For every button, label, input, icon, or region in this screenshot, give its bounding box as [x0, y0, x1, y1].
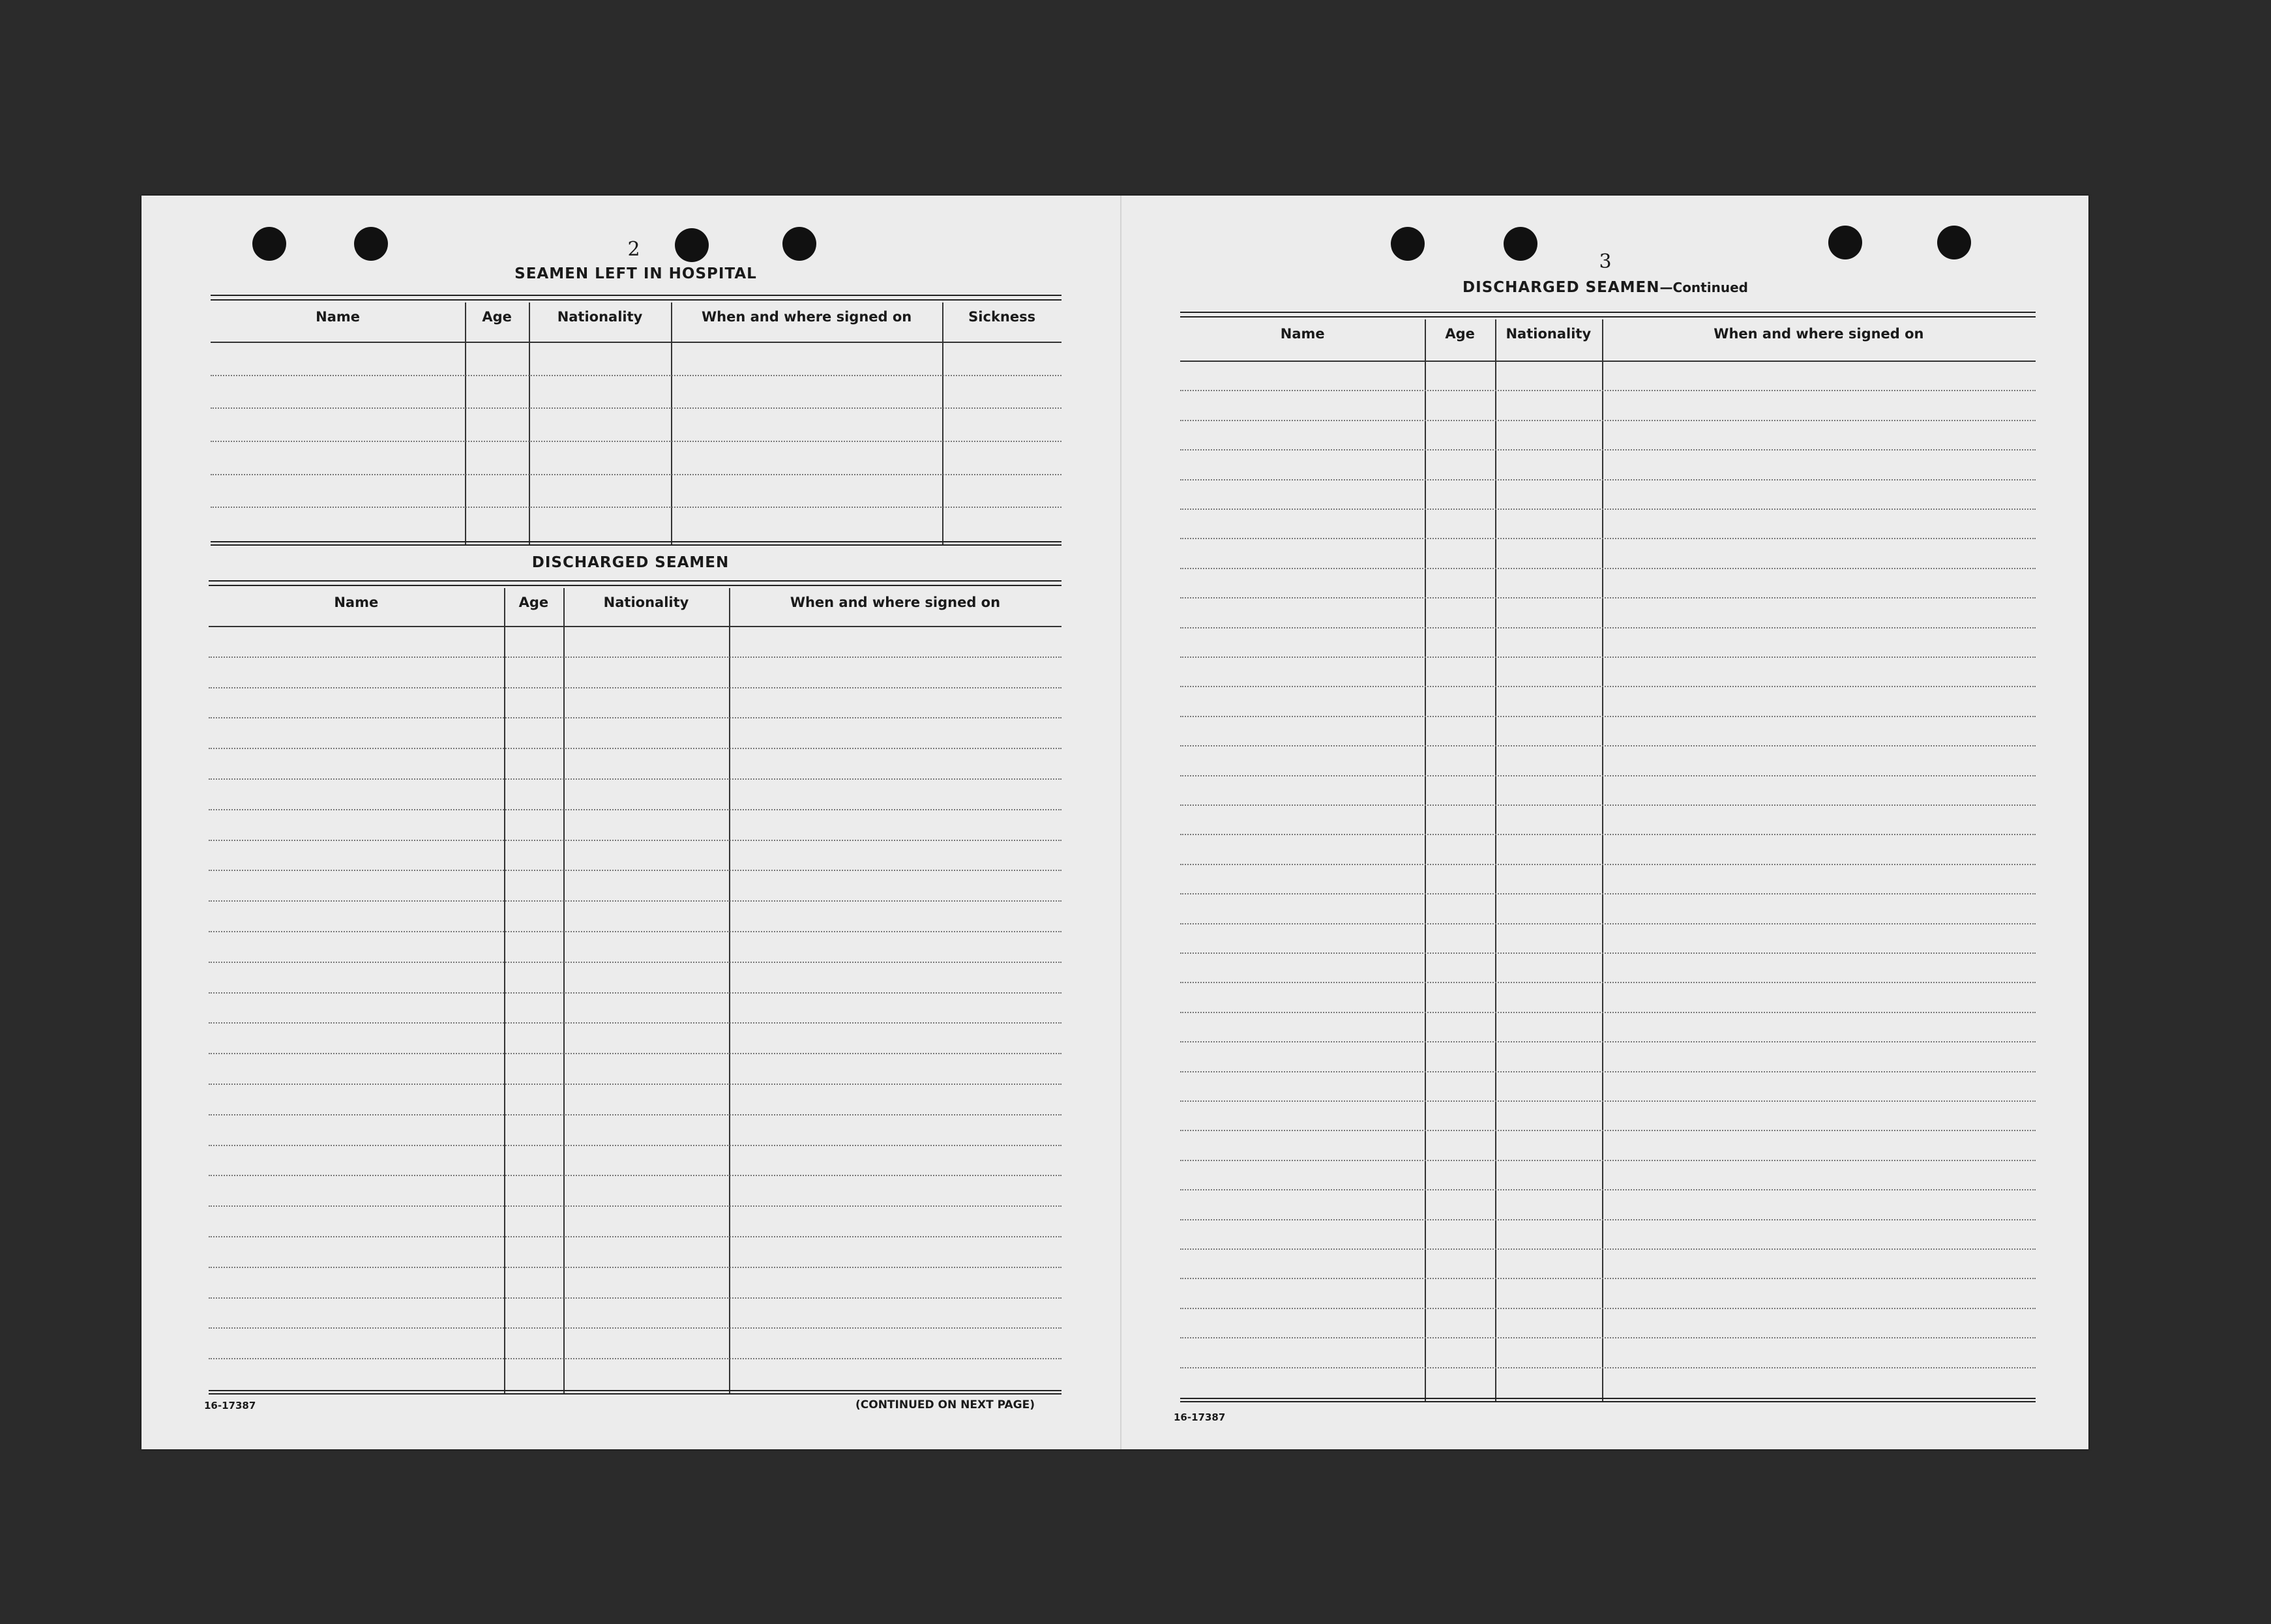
table-bottom-rule [209, 1390, 1061, 1391]
row-line [211, 507, 1061, 508]
column-header: Name [316, 309, 361, 325]
table-bottom-rule-inner [1180, 1401, 2036, 1402]
row-line [211, 375, 1061, 376]
punch-hole [782, 227, 816, 261]
table-bottom-rule-inner [209, 1393, 1061, 1395]
page-number-right: 3 [1599, 250, 1612, 273]
column-header: Sickness [968, 309, 1036, 325]
punch-hole [1391, 227, 1425, 261]
center-fold [1120, 196, 1121, 1449]
column-divider [942, 303, 943, 545]
continued-note: (CONTINUED ON NEXT PAGE) [855, 1398, 1035, 1411]
hospital-table [211, 295, 1061, 545]
row-line [1180, 479, 2036, 480]
row-line [1180, 686, 2036, 687]
header-underline [1180, 361, 2036, 362]
row-line [209, 992, 1061, 994]
row-line [209, 931, 1061, 932]
table-bottom-rule [1180, 1398, 2036, 1399]
column-divider [465, 303, 466, 545]
row-line [1180, 834, 2036, 835]
table-top-rule-inner [1180, 316, 2036, 317]
column-divider [563, 588, 565, 1394]
row-line [1180, 982, 2036, 983]
form-code-right: 16-17387 [1174, 1411, 1226, 1423]
column-header: When and where signed on [702, 309, 912, 325]
discharged-continued-title [1410, 279, 1801, 296]
row-line [211, 441, 1061, 442]
row-line [209, 687, 1061, 688]
row-line [209, 809, 1061, 810]
column-header: Age [482, 309, 512, 325]
discharged-continued-table [1180, 312, 2036, 1402]
column-header: Name [334, 595, 379, 610]
row-line [1180, 1160, 2036, 1161]
column-header: Nationality [557, 309, 643, 325]
row-line [209, 1053, 1061, 1054]
row-line [1180, 1337, 2036, 1338]
page-number-left: 2 [627, 238, 640, 261]
table-top-rule-inner [211, 299, 1061, 301]
row-line [209, 1205, 1061, 1207]
row-line [1180, 805, 2036, 806]
column-divider [729, 588, 730, 1394]
row-line [1180, 1012, 2036, 1013]
column-divider [529, 303, 530, 545]
table-top-rule-inner [209, 585, 1061, 586]
header-underline [209, 626, 1061, 627]
row-line [1180, 538, 2036, 539]
header-underline [211, 342, 1061, 343]
row-line [209, 1267, 1061, 1268]
table-bottom-rule [211, 541, 1061, 542]
column-header: When and where signed on [1714, 326, 1924, 342]
row-line [1180, 1248, 2036, 1250]
column-header: Nationality [1506, 326, 1592, 342]
row-line [209, 962, 1061, 963]
row-line [1180, 509, 2036, 510]
row-line [209, 1327, 1061, 1329]
table-top-rule [211, 295, 1061, 296]
row-line [1180, 627, 2036, 628]
column-header: When and where signed on [790, 595, 1001, 610]
discharged-table [209, 580, 1061, 1394]
row-line [209, 748, 1061, 749]
column-divider [504, 588, 505, 1394]
row-line [1180, 1041, 2036, 1042]
hospital-section-title: SEAMEN LEFT IN HOSPITAL [514, 265, 757, 282]
row-line [209, 1022, 1061, 1024]
discharged-section-title: DISCHARGED SEAMEN [531, 554, 730, 571]
row-line [1180, 1308, 2036, 1309]
row-line [211, 407, 1061, 409]
column-header: Age [1445, 326, 1475, 342]
row-line [1180, 657, 2036, 658]
row-line [1180, 597, 2036, 598]
punch-hole [252, 227, 286, 261]
punch-hole [354, 227, 388, 261]
punch-hole [1937, 226, 1971, 259]
column-divider [671, 303, 672, 545]
row-line [1180, 952, 2036, 954]
row-line [209, 1236, 1061, 1237]
row-line [1180, 1130, 2036, 1131]
row-line [1180, 893, 2036, 894]
row-line [209, 1358, 1061, 1359]
row-line [1180, 568, 2036, 569]
row-line [1180, 745, 2036, 746]
column-header: Nationality [603, 595, 689, 610]
row-line [209, 717, 1061, 718]
row-line [1180, 1071, 2036, 1072]
row-line [1180, 420, 2036, 421]
row-line [209, 1114, 1061, 1115]
row-line [209, 1145, 1061, 1146]
row-line [1180, 390, 2036, 391]
section-title-main: DISCHARGED SEAMEN [1462, 279, 1660, 296]
row-line [1180, 1189, 2036, 1190]
column-divider [1495, 319, 1496, 1402]
row-line [209, 840, 1061, 841]
punch-hole [1504, 227, 1537, 261]
row-line [1180, 1278, 2036, 1279]
row-line [1180, 923, 2036, 924]
table-bottom-rule-inner [211, 544, 1061, 546]
row-line [209, 778, 1061, 780]
column-header: Age [518, 595, 549, 610]
row-line [1180, 1219, 2036, 1220]
column-header: Name [1280, 326, 1325, 342]
row-line [1180, 1367, 2036, 1368]
row-line [209, 900, 1061, 902]
section-title-suffix: —Continued [1659, 280, 1748, 295]
row-line [1180, 775, 2036, 776]
row-line [209, 870, 1061, 871]
row-line [209, 657, 1061, 658]
row-line [209, 1175, 1061, 1176]
column-divider [1602, 319, 1603, 1402]
table-top-rule [209, 580, 1061, 582]
punch-hole [675, 228, 709, 262]
row-line [1180, 449, 2036, 450]
column-divider [1425, 319, 1426, 1402]
form-code-left: 16-17387 [204, 1400, 256, 1411]
row-line [209, 1297, 1061, 1299]
row-line [1180, 716, 2036, 717]
punch-hole [1828, 226, 1862, 259]
row-line [211, 474, 1061, 475]
row-line [1180, 1100, 2036, 1102]
table-top-rule [1180, 312, 2036, 313]
row-line [209, 1084, 1061, 1085]
row-line [1180, 864, 2036, 865]
